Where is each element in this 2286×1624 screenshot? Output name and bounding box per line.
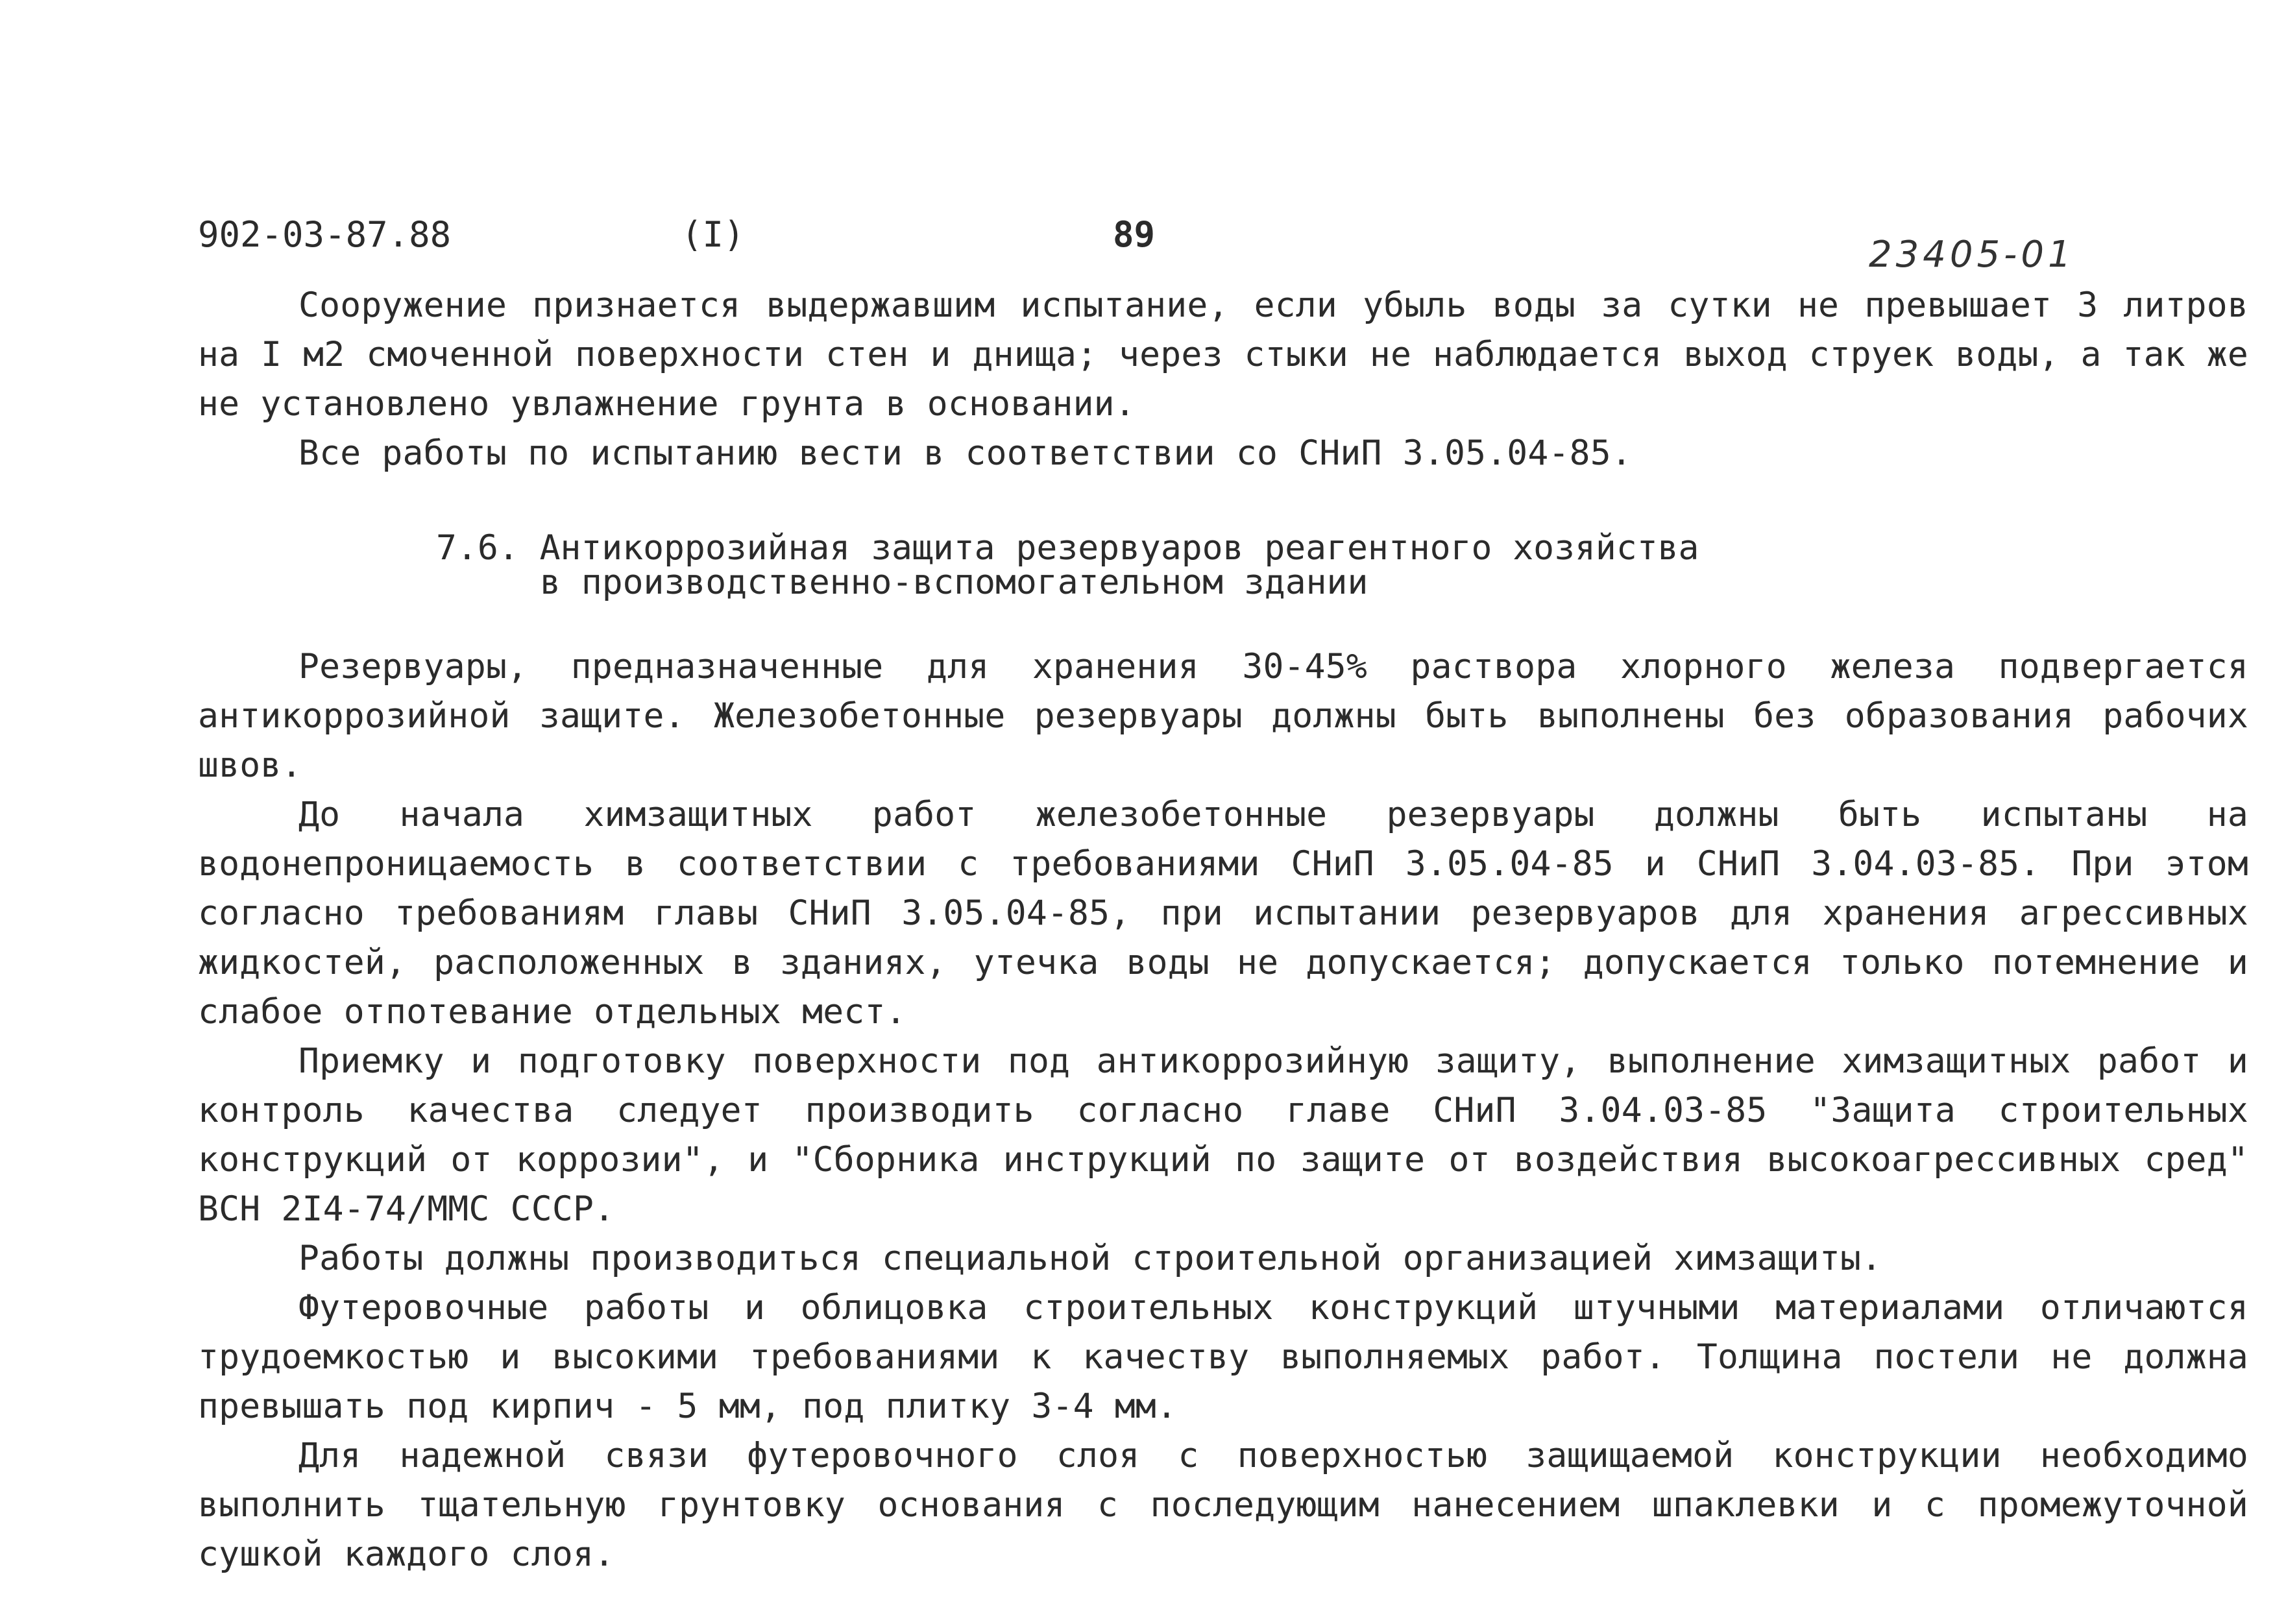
section-number: 7.6. xyxy=(436,528,519,568)
paragraph: До начала химзащитных работ железобетонные резервуары должны быть испытаны на водонепроницаемость в соответствии с требованиями СНиП 3.05.04-85 и СНиП 3.04.03-85. При этом согласно требованиям главы СНиП 3.05.04-85, при испытании резервуаров для хранения агрессивных жидкостей, расположенных в зданиях, утечка воды не допускается; допускается только потемнение и слабое отпотевание отдельных мест. xyxy=(198,795,2248,1032)
paragraph: Работы должны производиться специальной строительной организацией химзащиты. xyxy=(298,1239,1882,1278)
paragraph: Футеровочные работы и облицовка строительных конструкций штучными материалами отличаются трудоемкостью и высокими требованиями к качеству выполняемых работ. Толщина постели не должна превышать под кирпич - 5 мм, под плитку 3-4 мм. xyxy=(198,1288,2248,1426)
paragraph: Резервуары, предназначенные для хранения 30-45% раствора хлорного железа подвергается антикоррозийной защите. Железобетонные резервуары должны быть выполнены без образования рабочих швов. xyxy=(198,647,2248,785)
paragraph: Приемку и подготовку поверхности под антикоррозийную защиту, выполнение химзащитных работ и контроль качества следует производить согласно главе СНиП 3.04.03-85 "Защита строительных конструкций от коррозии", и "Сборника инструкций по защите от воздействия высокоагрессивных сред" ВСН 2I4-74/ММС СССР. xyxy=(198,1041,2248,1229)
paragraph: Для надежной связи футеровочного слоя с поверхностью защищаемой конструкции необходимо выполнить тщательную грунтовку основания с последующим нанесением шпаклевки и с промежуточной сушкой каждого слоя. xyxy=(198,1436,2248,1574)
page-number: 89 xyxy=(1113,214,1156,255)
section-title-line1: Антикоррозийная защита резервуаров реагентного хозяйства xyxy=(539,528,1699,568)
intro-text xyxy=(198,281,2248,478)
paragraph: Все работы по испытанию вести в соответствии со СНиП 3.05.04-85. xyxy=(298,433,1632,473)
sheet-number: (I) xyxy=(681,214,745,255)
section-text xyxy=(198,642,2248,1579)
archive-number: 23405-01 xyxy=(1869,234,2075,276)
document-code: 902-03-87.88 xyxy=(198,214,452,255)
section-heading xyxy=(436,528,1699,602)
section-title-line2: в производственно-вспомогательном здании xyxy=(540,563,1368,602)
paragraph: Сооружение признается выдержавшим испытание, если убыль воды за сутки не превышает 3 литров на I м2 смоченной поверхности стен и днища; через стыки не наблюдается выход струек воды, а так же не установлено увлажнение грунта в основании. xyxy=(198,285,2248,424)
